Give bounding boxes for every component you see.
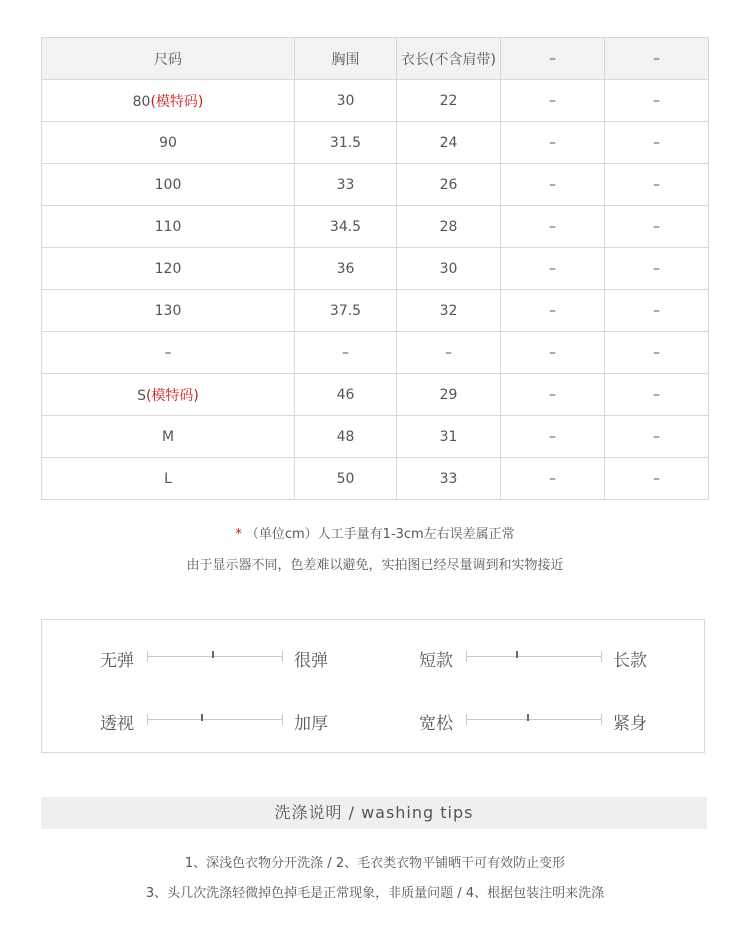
length-cell: 24	[397, 122, 501, 164]
table-row	[42, 164, 709, 206]
measurement-note-text: （单位cm）人工手量有1-3cm左右误差属正常	[245, 527, 515, 542]
extra-cell-2: –	[605, 290, 709, 332]
length-cell: 22	[397, 80, 501, 122]
table-row	[42, 374, 709, 416]
size-label: 100	[154, 176, 182, 193]
extra-cell-1: –	[501, 458, 605, 500]
size-cell	[42, 458, 295, 500]
extra-cell-2: –	[605, 374, 709, 416]
feel-scale-thickness	[100, 705, 390, 735]
extra-cell-1: –	[501, 248, 605, 290]
length-cell: –	[397, 332, 501, 374]
size-label: 130	[154, 302, 182, 319]
scale-right-label: 很弹	[294, 651, 328, 671]
extra-cell-2: –	[605, 164, 709, 206]
table-row	[42, 332, 709, 374]
washing-tip-line-2: 3、头几次洗涤轻微掉色掉毛是正常现象，非质量问题 / 4、根据包装注明来洗涤	[145, 886, 605, 901]
table-row	[42, 80, 709, 122]
extra-cell-1: –	[501, 416, 605, 458]
length-cell: 30	[397, 248, 501, 290]
size-table	[41, 37, 709, 500]
measurement-note	[0, 523, 750, 542]
extra-cell-2: –	[605, 458, 709, 500]
size-cell	[42, 80, 295, 122]
header-length: 衣长(不含肩带)	[397, 38, 501, 80]
table-row	[42, 458, 709, 500]
chest-cell: 36	[295, 248, 397, 290]
scale-track	[466, 719, 602, 720]
scale-marker	[212, 651, 214, 658]
chest-cell: 37.5	[295, 290, 397, 332]
scale-left-label: 透视	[100, 714, 134, 734]
asterisk-icon: *	[235, 527, 242, 542]
scale-left-label: 短款	[419, 651, 453, 671]
length-cell: 33	[397, 458, 501, 500]
size-label: –	[164, 344, 172, 361]
scale-left-label: 无弹	[100, 651, 134, 671]
extra-cell-2: –	[605, 122, 709, 164]
size-cell	[42, 206, 295, 248]
header-chest: 胸围	[295, 38, 397, 80]
size-label: 120	[154, 260, 182, 277]
scale-right-label: 加厚	[294, 714, 328, 734]
size-cell	[42, 248, 295, 290]
extra-cell-1: –	[501, 122, 605, 164]
length-cell: 32	[397, 290, 501, 332]
scale-marker	[201, 714, 203, 721]
scale-left-label: 宽松	[419, 714, 453, 734]
table-row	[42, 122, 709, 164]
size-label: 110	[154, 218, 182, 235]
extra-cell-2: –	[605, 80, 709, 122]
size-cell	[42, 416, 295, 458]
table-row	[42, 206, 709, 248]
chest-cell: –	[295, 332, 397, 374]
chest-cell: 34.5	[295, 206, 397, 248]
extra-cell-1: –	[501, 164, 605, 206]
chest-cell: 31.5	[295, 122, 397, 164]
feel-scale-fit	[419, 705, 709, 735]
length-cell: 26	[397, 164, 501, 206]
table-row	[42, 290, 709, 332]
model-size-note: (模特码)	[145, 387, 199, 404]
fabric-feel-panel	[41, 619, 705, 753]
table-row	[42, 416, 709, 458]
scale-right-label: 紧身	[613, 714, 647, 734]
extra-cell-1: –	[501, 80, 605, 122]
size-table-header-row	[42, 38, 709, 80]
scale-track	[466, 656, 602, 657]
scale-marker	[516, 651, 518, 658]
chest-cell: 33	[295, 164, 397, 206]
feel-scale-stretch	[100, 642, 390, 672]
table-row	[42, 248, 709, 290]
scale-right-label: 长款	[613, 651, 647, 671]
chest-cell: 50	[295, 458, 397, 500]
washing-tip-line-1: 1、深浅色衣物分开洗涤 / 2、毛衣类衣物平铺晒干可有效防止变形	[184, 856, 566, 871]
size-cell	[42, 332, 295, 374]
model-size-note: (模特码)	[150, 93, 204, 110]
extra-cell-1: –	[501, 332, 605, 374]
scale-track	[147, 719, 283, 720]
header-size: 尺码	[42, 38, 295, 80]
washing-tips-title: 洗涤说明 / washing tips	[41, 797, 707, 829]
chest-cell: 48	[295, 416, 397, 458]
feel-scale-length	[419, 642, 709, 672]
chest-cell: 46	[295, 374, 397, 416]
size-cell	[42, 374, 295, 416]
length-cell: 28	[397, 206, 501, 248]
size-label: 80	[132, 93, 151, 110]
color-difference-note: 由于显示器不同，色差难以避免，实拍图已经尽量调到和实物接近	[186, 558, 564, 573]
extra-cell-1: –	[501, 374, 605, 416]
header-extra-2: –	[605, 38, 709, 80]
size-cell	[42, 290, 295, 332]
length-cell: 29	[397, 374, 501, 416]
size-label: S	[137, 387, 146, 404]
extra-cell-1: –	[501, 290, 605, 332]
extra-cell-2: –	[605, 206, 709, 248]
extra-cell-1: –	[501, 206, 605, 248]
extra-cell-2: –	[605, 416, 709, 458]
scale-marker	[527, 714, 529, 721]
size-label: L	[164, 470, 172, 487]
scale-track	[147, 656, 283, 657]
length-cell: 31	[397, 416, 501, 458]
extra-cell-2: –	[605, 248, 709, 290]
extra-cell-2: –	[605, 332, 709, 374]
size-cell	[42, 122, 295, 164]
size-cell	[42, 164, 295, 206]
size-label: 90	[159, 134, 177, 151]
chest-cell: 30	[295, 80, 397, 122]
header-extra-1: –	[501, 38, 605, 80]
size-label: M	[161, 428, 175, 445]
